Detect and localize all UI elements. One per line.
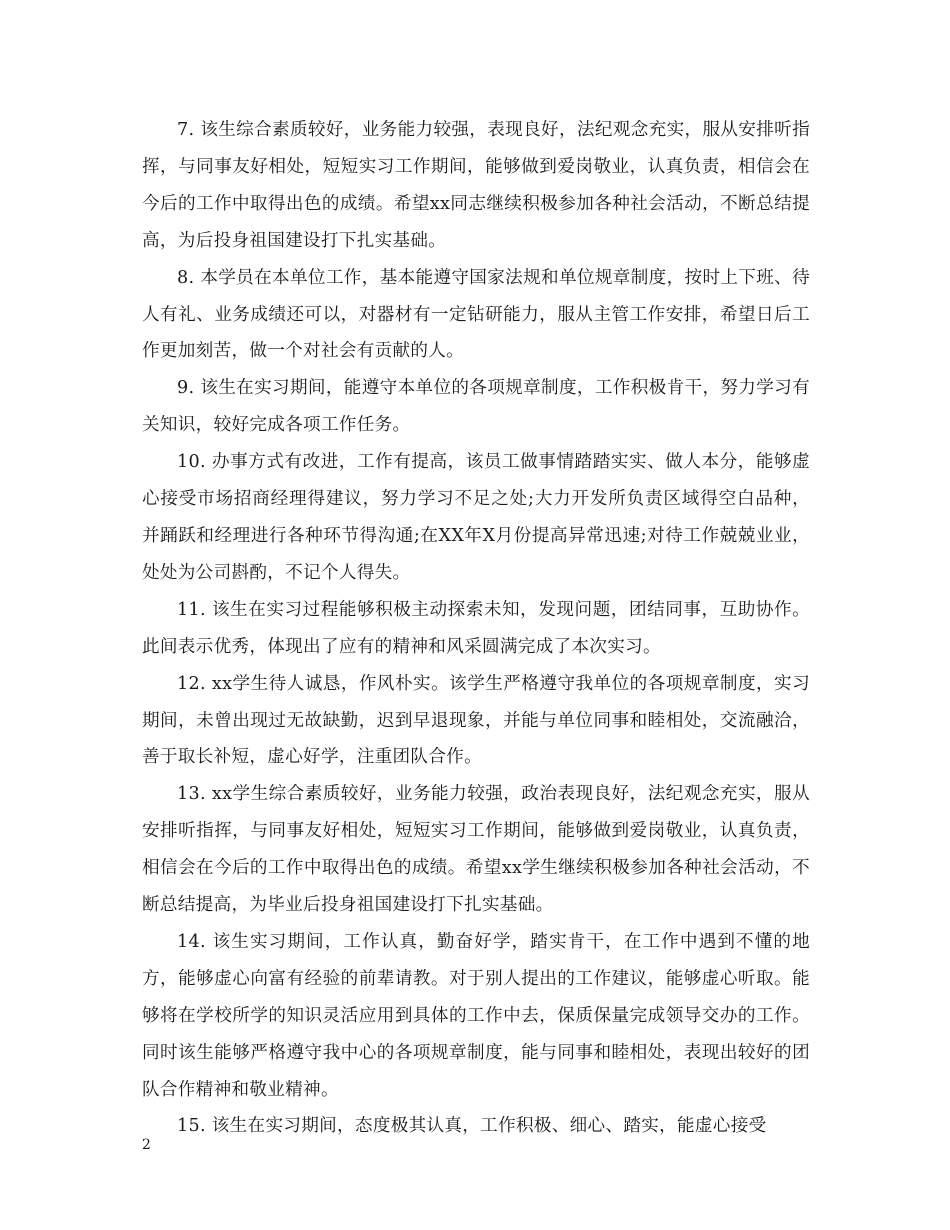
- paragraph-item-14: 14. 该生实习期间，工作认真，勤奋好学，踏实肯干，在工作中遇到不懂的地方，能够虚心向富有经验的前辈请教。对于别人提出的工作建议，能够虚心听取。能够将在学校所学的知识灵活应用到具体的工作中去，保质保量完成领导交办的工作。同时该生能够严格遵守我中心的各项规章制度，能与同事和睦相处，表现出较好的团队合作精神和敬业精神。: [142, 931, 810, 1100]
- paragraph-item-15: 15. 该生在实习期间，态度极其认真，工作积极、细心、踏实，能虚心接受: [177, 1116, 767, 1137]
- page-number: 2: [142, 1137, 151, 1153]
- paragraph-item-7: 7. 该生综合素质较好，业务能力较强，表现良好，法纪观念充实，服从安排听指挥，与同事友好相处，短短实习工作期间，能够做到爱岗敬业，认真负责，相信会在今后的工作中取得出色的成绩。希望xx同志继续积极参加各种社会活动，不断总结提高，为后投身祖国建设打下扎实基础。: [142, 120, 810, 251]
- document-body: [142, 112, 810, 1145]
- paragraph-item-13: 13. xx学生综合素质较好，业务能力较强，政治表现良好，法纪观念充实，服从安排听指挥，与同事友好相处，短短实习工作期间，能够做到爱岗敬业，认真负责，相信会在今后的工作中取得出色的成绩。希望xx学生继续积极参加各种社会活动，不断总结提高，为毕业后投身祖国建设打下扎实基础。: [142, 784, 810, 916]
- paragraph-item-12: 12. xx学生待人诚恳，作风朴实。该学生严格遵守我单位的各项规章制度，实习期间，未曾出现过无故缺勤，迟到早退现象，并能与单位同事和睦相处，交流融洽，善于取长补短，虚心好学，注重团队合作。: [142, 673, 810, 768]
- paragraph-item-10: 10. 办事方式有改进，工作有提高，该员工做事情踏踏实实、做人本分，能够虚心接受市场招商经理得建议，努力学习不足之处;大力开发所负责区域得空白品种，并踊跃和经理进行各种环节得沟通;在XX年X月份提高异常迅速;对待工作兢兢业业，处处为公司斟酌，不记个人得失。: [142, 452, 810, 583]
- paragraph-item-9: 9. 该生在实习期间，能遵守本单位的各项规章制度，工作积极肯干，努力学习有关知识，较好完成各项工作任务。: [142, 378, 810, 436]
- paragraph-item-11: 11. 该生在实习过程能够积极主动探索未知，发现问题，团结同事，互助协作。此间表示优秀，体现出了应有的精神和风采圆满完成了本次实习。: [142, 599, 810, 657]
- paragraph-item-8: 8. 本学员在本单位工作，基本能遵守国家法规和单位规章制度，按时上下班、待人有礼、业务成绩还可以，对器材有一定钻研能力，服从主管工作安排，希望日后工作更加刻苦，做一个对社会有贡献的人。: [142, 267, 810, 362]
